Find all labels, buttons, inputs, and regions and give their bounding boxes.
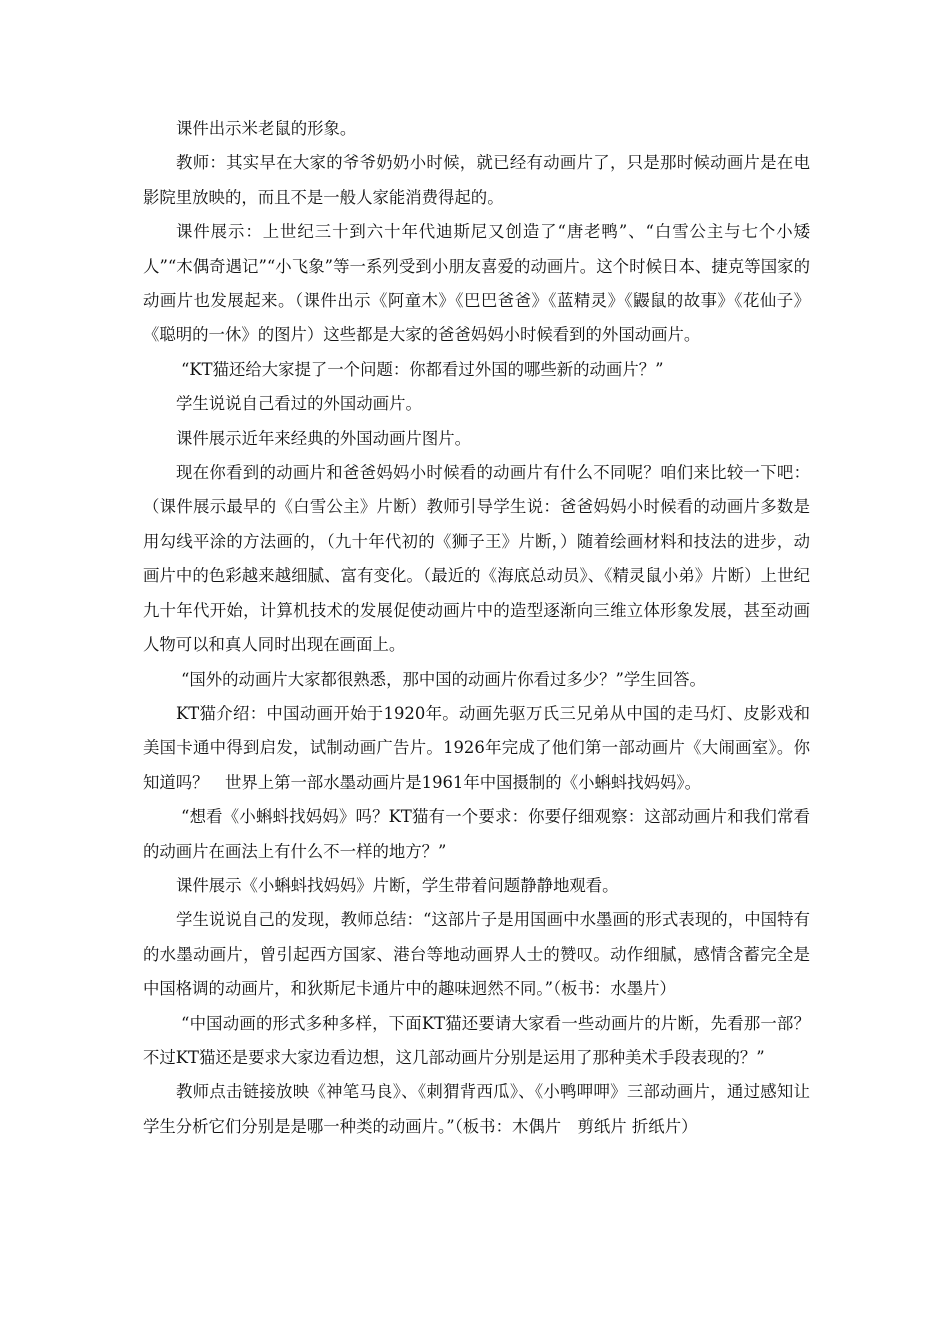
paragraph-5: 学生说说自己看过的外国动画片。: [176, 394, 422, 414]
paragraph-11: 课件展示《小蝌蚪找妈妈》片断，学生带着问题静静地观看。: [176, 875, 619, 895]
paragraph-9: KT猫介绍：中国动画开始于1920年。动画先驱万氏三兄弟从中国的走马灯、皮影戏和美国卡通中得到启发，试制动画广告片。1926年完成了他们第一部动画片《大闹画室》。你知道吗？ 世界上第一部水墨动画片是1961年中国摄制的《小蝌蚪找妈妈》。: [143, 703, 810, 792]
paragraph-13: “中国动画的形式多种多样，下面KT猫还要请大家看一些动画片的片断，先看那一部？不过KT猫还是要求大家边看边想，这几部动画片分别是运用了那种美术手段表现的？”: [143, 1013, 810, 1067]
paragraph-4: “KT猫还给大家提了一个问题：你都看过外国的哪些新的动画片？”: [181, 359, 664, 379]
paragraph-7: 现在你看到的动画片和爸爸妈妈小时候看的动画片有什么不同呢？咱们来比较一下吧：（课件展示最早的《白雪公主》片断）教师引导学生说：爸爸妈妈小时候看的动画片多数是用勾线平涂的方法画的，（九十年代初的《狮子王》片断，）随着绘画材料和技法的进步，动画片中的色彩越来越细腻、富有变化。（最近的《海底总动员》、《精灵鼠小弟》片断）上世纪九十年代开始，计算机技术的发展促使动画片中的造型逐渐向三维立体形象发展，甚至动画人物可以和真人同时出现在画面上。: [143, 463, 810, 655]
paragraph-2: 教师：其实早在大家的爷爷奶奶小时候，就已经有动画片了，只是那时候动画片是在电影院里放映的，而且不是一般人家能消费得起的。: [143, 153, 810, 207]
paragraph-3: 课件展示：上世纪三十到六十年代迪斯尼又创造了“唐老鸭”、“白雪公主与七个小矮人”“木偶奇遇记”“小飞象”等一系列受到小朋友喜爱的动画片。这个时候日本、捷克等国家的动画片也发展起来。（课件出示《阿童木》《巴巴爸爸》《蓝精灵》《鼹鼠的故事》《花仙子》《聪明的一休》的图片）这些都是大家的爸爸妈妈小时候看到的外国动画片。: [143, 222, 810, 345]
document-body: [143, 112, 810, 1144]
paragraph-10: “想看《小蝌蚪找妈妈》吗？KT猫有一个要求：你要仔细观察：这部动画片和我们常看的动画片在画法上有什么不一样的地方？”: [143, 807, 810, 861]
paragraph-6: 课件展示近年来经典的外国动画片图片。: [176, 428, 472, 448]
paragraph-12: 学生说说自己的发现，教师总结：“这部片子是用国画中水墨画的形式表现的，中国特有的水墨动画片，曾引起西方国家、港台等地动画界人士的赞叹。动作细腻，感情含蓄完全是中国格调的动画片，和狄斯尼卡通片中的趣味迥然不同。”（板书：水墨片）: [143, 910, 810, 999]
paragraph-14: 教师点击链接放映《神笔马良》、《刺猬背西瓜》、《小鸭呷呷》三部动画片，通过感知让学生分析它们分别是是哪一种类的动画片。”（板书：木偶片 剪纸片 折纸片）: [143, 1082, 810, 1136]
paragraph-1: 课件出示米老鼠的形象。: [176, 119, 357, 138]
paragraph-8: “国外的动画片大家都很熟悉，那中国的动画片你看过多少？”学生回答。: [181, 669, 706, 689]
